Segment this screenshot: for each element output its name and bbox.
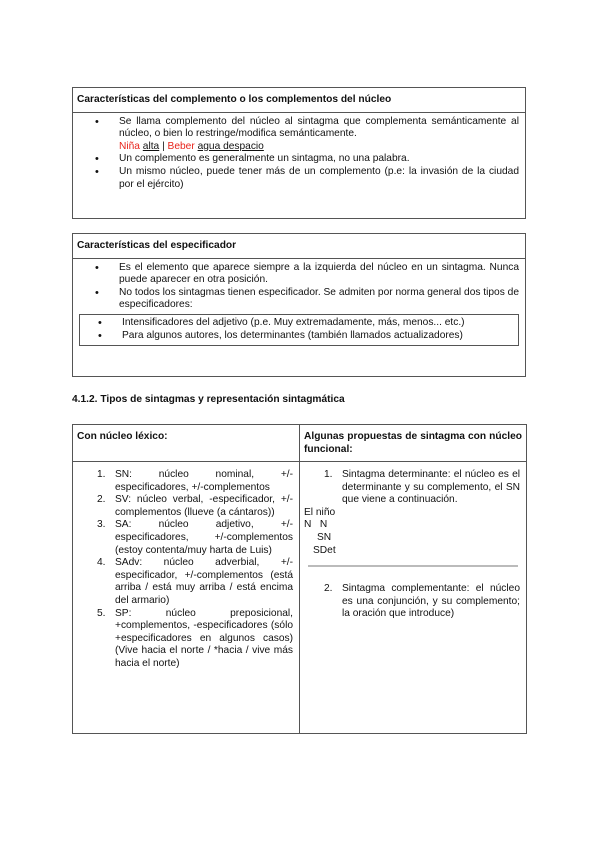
list-item: [73, 469, 299, 494]
list-item-text: SA: núcleo adjetivo, +/-especificadores, +/-complementos (estoy contenta/muy harta de Luis): [115, 519, 293, 556]
complement-bullet-1-text: Se llama complemento del núcleo al sintagma que complementa semánticamente al núcleo, o bien lo restringe/modifica semánticamente.: [119, 115, 519, 140]
functional-list-2: [300, 583, 526, 621]
specifier-characteristics-box: [72, 233, 526, 377]
syntax-tree: [300, 507, 526, 557]
complement-bullet-1: [119, 116, 519, 154]
tree-line: SDet: [313, 544, 336, 556]
complement-bullet-list: [73, 116, 519, 192]
specifier-bullet-2: • No todos los sintagmas tienen especificador. Se admiten por norma general dos tipos de especificadores:: [119, 287, 519, 312]
list-number: 1.: [97, 469, 106, 480]
specifier-types-list: [80, 317, 514, 342]
list-item: [73, 608, 299, 671]
complement-characteristics-box: [72, 87, 526, 219]
complement-bullet-3: • Un mismo núcleo, puede tener más de un complemento (p.e: la invasión de la ciudad por el ejército): [119, 166, 519, 191]
section-heading: 4.1.2. Tipos de sintagmas y representación sintagmática: [72, 394, 345, 405]
example-nina: Niña: [119, 140, 140, 152]
table-header-row: [73, 425, 527, 462]
col-header-functional: Algunas propuestas de sintagma con núcleo funcional:: [304, 431, 522, 455]
list-item: [300, 583, 526, 621]
table-row: [73, 462, 527, 734]
list-number: 3.: [97, 519, 106, 531]
specifier-box-body: [73, 259, 525, 347]
table-header-cell: [73, 425, 300, 462]
example-alta: alta: [142, 140, 160, 152]
list-number: 5.: [97, 607, 106, 619]
complement-bullet-2: • Un complemento es generalmente un sintagma, no una palabra.: [119, 153, 519, 166]
list-number: 4.: [97, 557, 106, 569]
list-number: 2.: [324, 583, 333, 595]
list-item: [73, 557, 299, 607]
specifier-bullet-list: [73, 262, 519, 312]
example-agua-despacio: agua despacio: [197, 140, 264, 152]
lexical-cell: [73, 462, 300, 734]
functional-cell: [300, 462, 527, 734]
list-item: [73, 494, 299, 519]
list-item-text: SN: núcleo nominal, +/-especificadores, +/-complementos: [115, 469, 293, 493]
specifier-box-title: Características del especificador: [73, 234, 525, 259]
tree-line: N N: [304, 519, 328, 531]
example-separator: |: [159, 140, 168, 152]
col-header-lexical: Con núcleo léxico:: [77, 431, 168, 442]
functional-list-1: [300, 469, 526, 507]
list-item-text: SV: núcleo verbal, -especificador, +/-complementos (llueve (a cántaros)): [115, 494, 293, 518]
list-item: [300, 469, 526, 507]
tree-line: SN: [317, 531, 332, 543]
specifier-bullet-1: • Es el elemento que aparece siempre a la izquierda del núcleo en un sintagma. Nunca puede aparecer en otra posición.: [119, 262, 519, 287]
list-item-text: SAdv: núcleo adverbial, +/-especificador, +/-complementos (está arriba / está muy arriba / está encima del armario): [115, 557, 293, 606]
specifier-type-item: • Intensificadores del adjetivo (p.e. Muy extremadamente, más, menos... etc.): [122, 317, 514, 330]
lexical-list: [73, 469, 299, 671]
complement-box-title: Características del complemento o los complementos del núcleo: [73, 88, 525, 113]
specifier-type-item: • Para algunos autores, los determinantes (también llamados actualizadores): [122, 330, 514, 343]
specifier-types-box: [79, 314, 519, 346]
list-item-text: Sintagma determinante: el núcleo es el determinante y su complemento, el SN que viene a continuación.: [342, 469, 520, 506]
list-item: [73, 519, 299, 557]
phrase-types-table: [72, 424, 527, 734]
list-item-text: Sintagma complementante: el núcleo es una conjunción, y su complemento; la oración que introduce): [342, 583, 520, 620]
complement-box-body: [73, 113, 525, 192]
list-number: 2.: [97, 494, 106, 506]
tree-line: El niño: [304, 506, 336, 518]
example-beber: Beber: [167, 140, 195, 152]
table-header-cell: [300, 425, 527, 462]
list-item-text: SP: núcleo preposicional, +complementos, -especificadores (sólo +especificadores en algunos casos) (Vive hacia el norte / *hacia / vive más hacia el norte): [115, 607, 293, 669]
divider: [308, 565, 518, 567]
list-number: 1.: [324, 469, 333, 480]
